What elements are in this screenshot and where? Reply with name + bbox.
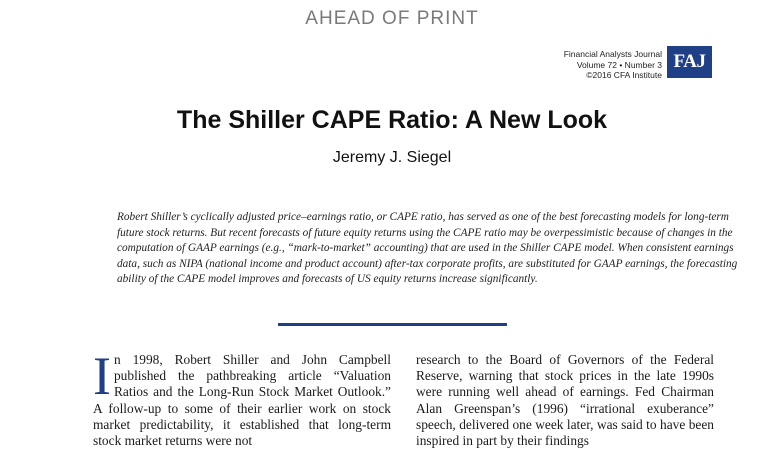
article-title: The Shiller CAPE Ratio: A New Look	[176, 106, 608, 134]
section-divider	[278, 323, 507, 326]
journal-copyright: ©2016 CFA Institute	[586, 70, 662, 80]
journal-volume: Volume 72 • Number 3	[576, 59, 662, 70]
body-column-right: research to the Board of Governors of the Federal Reserve, warning that stock prices in the late 1990s were running well ahead of earnings. Fed Chairman Alan Greenspan’s (1996) “irrational exuberance” speech, delivered one week later, was said to have been inspired in part by their findings	[416, 352, 714, 449]
body-left-text: n 1998, Robert Shiller and John Campbell published the pathbreaking article “Valuation Ratios and the Long-Run Stock Market Outlook.” A follow-up to some of their earlier work on stock market predictability, it established that long-term stock market returns were not	[93, 352, 391, 449]
article-author: Jeremy J. Siegel	[332, 149, 452, 166]
journal-info	[520, 49, 662, 81]
drop-cap: I	[93, 346, 111, 406]
body-column-left	[93, 346, 391, 449]
ahead-of-print-banner: AHEAD OF PRINT	[305, 8, 479, 29]
journal-name: Financial Analysts Journal	[563, 49, 662, 59]
article-abstract: Robert Shiller’s cyclically adjusted price–earnings ratio, or CAPE ratio, has served as one of the best forecasting models for long-term future stock returns. But recent forecasts of future equity returns using the CAPE ratio may be overpessimistic because of changes in the computation of GAAP earnings (e.g., “mark-to-market” accounting) that are used in the Shiller CAPE model. When consistent earnings data, such as NIPA (national income and product account) after-tax corporate profits, are substituted for GAAP earnings, the forecasting ability of the CAPE model improves and forecasts of US equity returns increase significantly.	[117, 211, 738, 286]
faj-logo	[667, 46, 712, 78]
faj-logo-text: FAJ	[673, 51, 706, 72]
